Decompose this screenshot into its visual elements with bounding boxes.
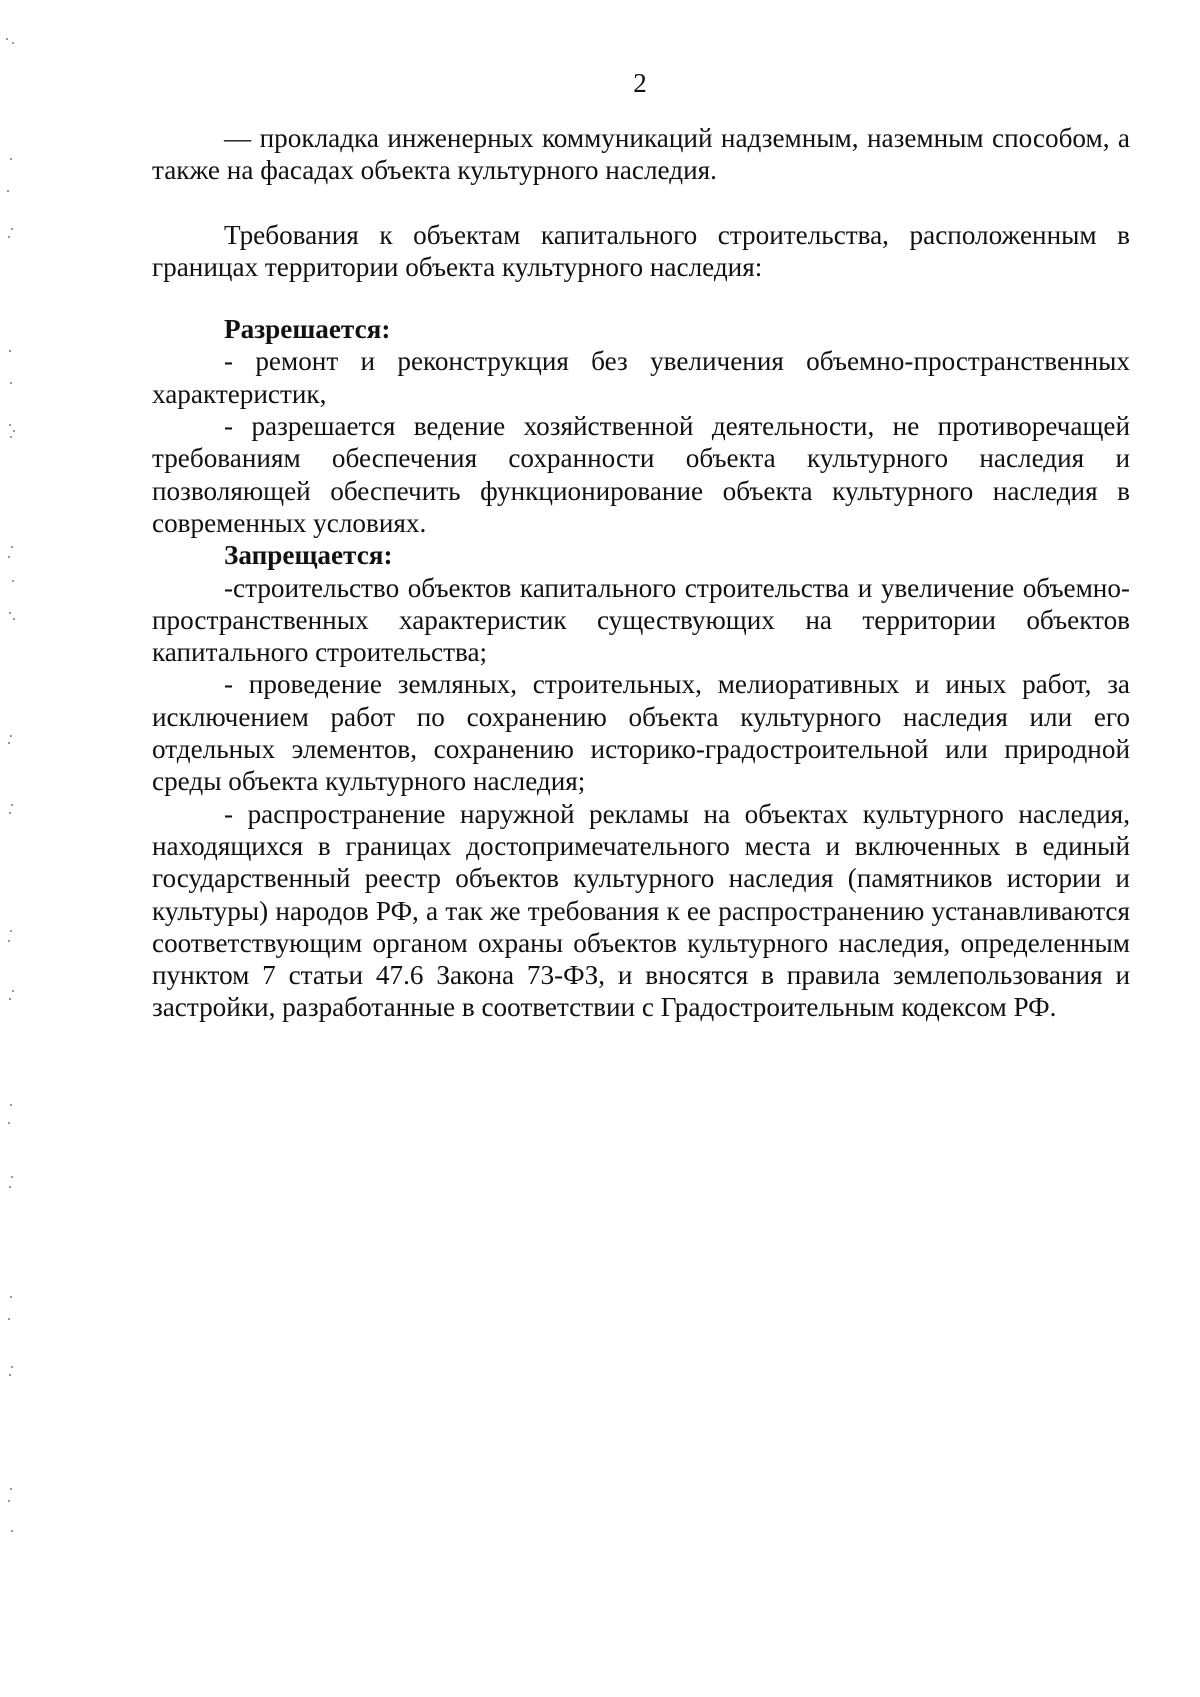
heading-forbidden: Запрещается: <box>224 540 393 571</box>
paragraph-forbidden-construction: -строительство объектов капитального строительства и увеличение объемно-пространственных характеристик существующих на территории объектов капитального строительства; <box>152 572 1130 668</box>
paragraph-requirements-intro: Требования к объектам капитального строительства, расположенным в границах территории объекта культурного наследия: <box>152 219 1130 282</box>
heading-allowed: Разрешается: <box>224 314 391 345</box>
paragraph-forbidden-earthworks: - проведение земляных, строительных, мелиоративных и иных работ, за исключением работ по сохранению объекта культурного наследия или его отдельных элементов, сохранению историко-градостроительной или природной среды объекта культурного наследия; <box>152 669 1130 797</box>
page-number: 2 <box>633 68 647 98</box>
document-body <box>152 122 1130 1024</box>
paragraph-allowed-economic-activity: - разрешается ведение хозяйственной деятельности, не противоречащей требованиям обеспечения сохранности объекта культурного наследия и позволяющей обеспечить функционирование объекта культурного наследия в современных условиях. <box>152 411 1130 538</box>
paragraph-utilities: — прокладка инженерных коммуникаций надземным, наземным способом, а также на фасадах объекта культурного наследия. <box>152 123 1130 186</box>
paragraph-allowed-repair: - ремонт и реконструкция без увеличения объемно-пространственных характеристик, <box>152 346 1130 409</box>
scan-edge-marks <box>4 0 22 1697</box>
paragraph-forbidden-advertising: - распространение наружной рекламы на объектах культурного наследия, находящихся в границах достопримечательного места и включенных в единый государственный реестр объектов культурного наследия (памятников истории и культуры) народов РФ, а так же требования к ее распространению устанавливаются соответствующим органом охраны объектов культурного наследия, определенным пунктом 7 статьи 47.6 Закона 73-ФЗ, и вносятся в правила землепользования и застройки, разработанные в соответствии с Градостроительным кодексом РФ. <box>152 798 1130 1023</box>
